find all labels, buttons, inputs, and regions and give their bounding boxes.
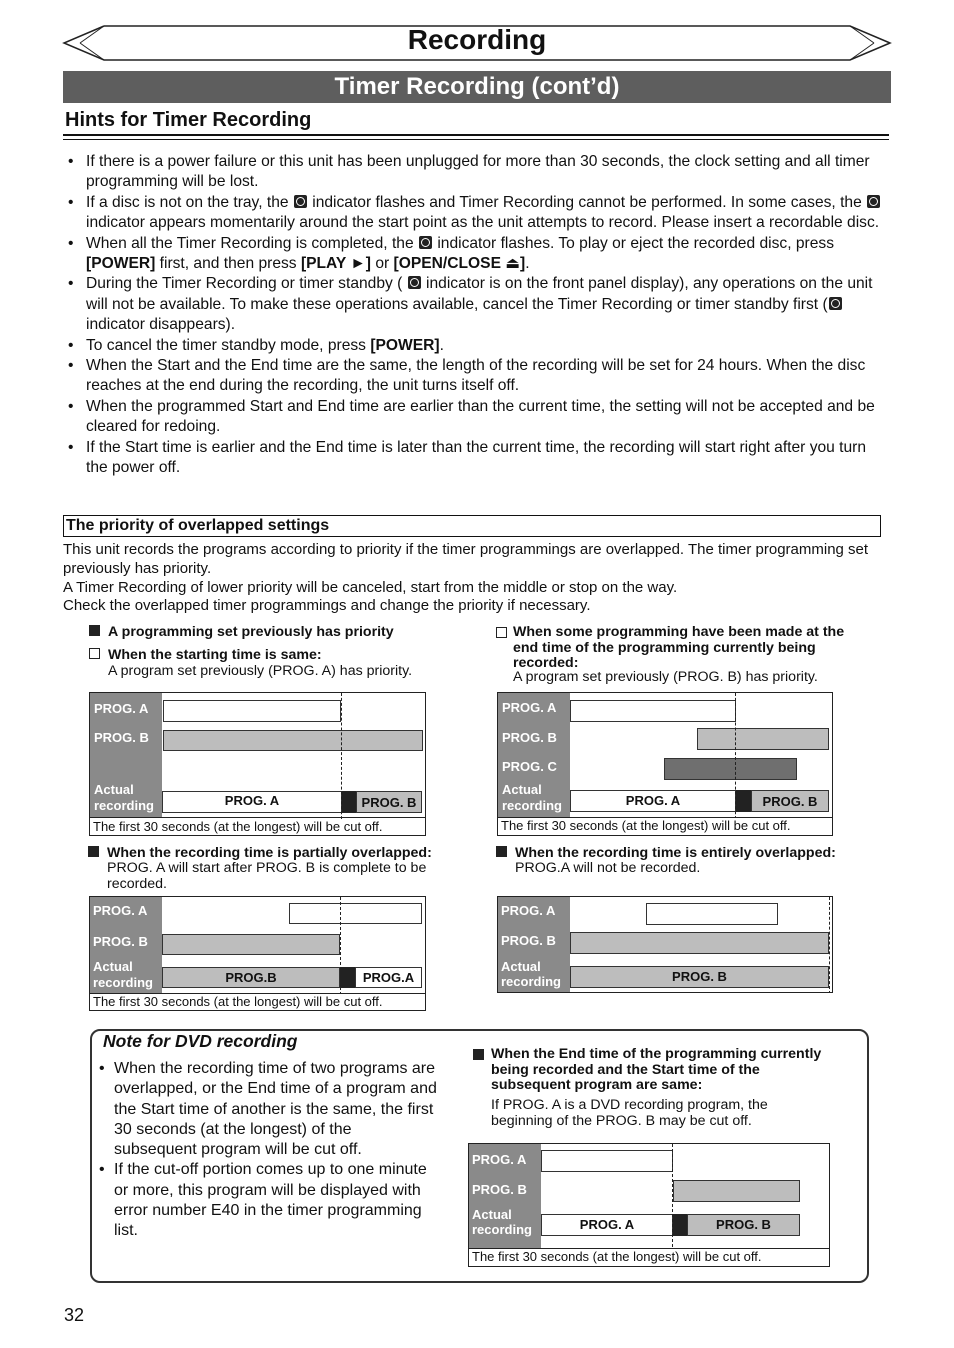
bar-text-prog-b: PROG. B	[361, 795, 417, 810]
bar-prog-b	[162, 934, 340, 955]
bar-prog-a	[646, 903, 778, 925]
case1-text: A program set previously (PROG. A) has priority.	[108, 663, 413, 679]
note-item: • If the cut-off portion comes up to one minute or more, this program will be displayed with error number E40 in the timer programming list.	[97, 1160, 437, 1241]
case2-title: When some programming have been made at the end time of the programming currently being recorded:	[496, 625, 866, 672]
bar-text-prog-a: PROG. A	[625, 793, 681, 808]
label-actual: Actual	[93, 959, 133, 974]
time-divider	[735, 693, 736, 829]
heading-rule-thin	[63, 139, 889, 140]
label-prog-b: PROG. B	[93, 934, 148, 949]
filled-square-icon	[473, 1049, 484, 1060]
timer-clock-icon	[294, 195, 307, 208]
bar-prog-a	[163, 700, 341, 722]
priority-heading: The priority of overlapped settings	[63, 515, 881, 537]
cut-off-marker	[340, 967, 355, 988]
filled-square-icon	[88, 846, 99, 857]
case2-text: A program set previously (PROG. B) has priority.	[513, 669, 818, 685]
time-divider	[829, 897, 830, 993]
label-recording: recording	[472, 1222, 532, 1237]
label-prog-b: PROG. B	[501, 933, 556, 948]
note-list	[97, 1059, 437, 1242]
bar-text-prog-b: PROG. B	[672, 969, 727, 984]
label-recording: recording	[502, 798, 562, 813]
cut-caption: The first 30 seconds (at the longest) will be cut off.	[501, 818, 791, 833]
heading-rule	[63, 134, 889, 136]
timer-clock-icon	[867, 195, 880, 208]
bar-prog-b	[570, 932, 829, 954]
page-number: 32	[64, 1305, 85, 1325]
time-divider	[341, 693, 342, 829]
page-subtitle: Timer Recording (cont’d)	[63, 71, 891, 103]
bar-text-prog-b: PROG.B	[225, 970, 277, 985]
label-recording: recording	[93, 975, 153, 990]
case4-title: When the recording time is entirely overlapped:	[496, 846, 836, 862]
filled-square-icon	[89, 625, 100, 636]
label-recording: recording	[94, 798, 154, 813]
label-prog-b: PROG. B	[94, 730, 149, 745]
diagram-case3	[89, 896, 426, 1011]
time-divider	[672, 1144, 673, 1262]
bar-text-prog-a: PROG. A	[224, 793, 280, 808]
label-actual: Actual	[94, 782, 134, 797]
section-heading: Hints for Timer Recording	[65, 109, 312, 131]
label-actual: Actual	[501, 959, 541, 974]
label-prog-a: PROG. A	[502, 700, 557, 715]
case5-text: If PROG. A is a DVD recording program, the beginning of the PROG. B may be cut off.	[491, 1097, 768, 1129]
case5-title: When the End time of the programming currently being recorded and the Start time of the subsequent program are same:	[473, 1047, 833, 1094]
diagram-case4	[497, 896, 833, 993]
label-prog-a: PROG. A	[94, 701, 149, 716]
timer-clock-icon	[829, 297, 842, 310]
time-divider	[340, 897, 341, 1005]
hints-list	[65, 152, 885, 479]
label-prog-b: PROG. B	[472, 1182, 527, 1197]
priority-text: This unit records the programs according to priority if the timer programmings are overlapped. The timer programming set previously has priority. A Timer Recording of lower priority will be canceled, start from the middle or stop on the way. Check the overlapped timer programmings and change the priority if necessary.	[63, 541, 869, 615]
case4-text: PROG.A will not be recorded.	[515, 860, 701, 876]
caption-rule	[90, 817, 426, 818]
bar-prog-c	[664, 758, 797, 780]
label-actual: Actual	[472, 1207, 512, 1222]
bar-text-prog-a: PROG. A	[579, 1217, 635, 1232]
label-actual: Actual	[502, 782, 542, 797]
bar-prog-b	[697, 728, 829, 750]
label-prog-c: PROG. C	[502, 759, 557, 774]
case1-title: When the starting time is same:	[89, 648, 322, 664]
hint-item: • If the Start time is earlier and the End time is later than the current time, the recording will start right after you turn the power off.	[65, 438, 885, 479]
timer-clock-icon	[408, 276, 421, 289]
cut-caption: The first 30 seconds (at the longest) will be cut off.	[93, 819, 383, 834]
case3-title: When the recording time is partially overlapped:	[88, 846, 432, 862]
label-prog-a: PROG. A	[472, 1152, 527, 1167]
hint-item: • When all the Timer Recording is completed, the indicator flashes. To play or eject the recorded disc, press [POWER] first, and then press [PLAY ►] or [OPEN/CLOSE ⏏].	[65, 234, 885, 275]
hint-item: • When the programmed Start and End time are earlier than the current time, the setting will not be accepted and be cleared for redoing.	[65, 397, 885, 438]
cut-caption: The first 30 seconds (at the longest) will be cut off.	[93, 994, 383, 1009]
bar-text-prog-b: PROG. B	[762, 794, 818, 809]
cut-caption: The first 30 seconds (at the longest) will be cut off.	[472, 1249, 762, 1264]
hint-item: • To cancel the timer standby mode, press [POWER].	[65, 336, 885, 356]
bar-prog-a	[289, 903, 422, 924]
bar-text-prog-b: PROG. B	[716, 1217, 771, 1232]
cut-off-marker	[673, 1214, 687, 1236]
main-case-heading: A programming set previously has priority	[89, 625, 394, 641]
bar-prog-b	[673, 1180, 800, 1202]
case3-text: PROG. A will start after PROG. B is complete to be recorded.	[107, 860, 427, 892]
diagram-case1	[89, 692, 426, 836]
open-square-icon	[89, 648, 100, 659]
page-title: Recording	[407, 24, 547, 55]
hint-item: • If a disc is not on the tray, the indicator flashes and Timer Recording cannot be performed. In some cases, the indicator appears momentarily around the start point as the unit attempts to record. Please insert a recordable disc.	[65, 193, 885, 234]
label-prog-b: PROG. B	[502, 730, 557, 745]
hint-item: • During the Timer Recording or timer standby ( indicator is on the front panel display), any operations on the unit will not be available. To make these operations available, cancel the Timer Recording or timer standby first ( indicator disappears).	[65, 274, 885, 335]
note-item: • When the recording time of two programs are overlapped, or the End time of a program and the Start time of another is the same, the first 30 seconds (at the longest) of the subsequent program will be cut off.	[97, 1059, 437, 1160]
label-prog-a: PROG. A	[501, 903, 556, 918]
bar-prog-b	[163, 730, 423, 751]
open-square-icon	[496, 627, 507, 638]
cut-off-marker	[342, 791, 356, 813]
cut-off-marker	[736, 790, 751, 812]
timer-clock-icon	[419, 236, 432, 249]
hint-item: • If there is a power failure or this unit has been unplugged for more than 30 seconds, the clock setting and all timer programming will be lost.	[65, 152, 885, 193]
label-prog-a: PROG. A	[93, 903, 148, 918]
label-recording: recording	[501, 974, 561, 989]
bar-text-prog-a: PROG.A	[362, 970, 415, 985]
note-title: Note for DVD recording	[103, 1031, 298, 1051]
diagram-case5	[468, 1143, 830, 1267]
hint-item: • When the Start and the End time are the same, the length of the recording will be set for 24 hours. When the disc reaches at the end during the recording, the unit turns itself off.	[65, 356, 885, 397]
filled-square-icon	[496, 846, 507, 857]
bar-prog-a	[541, 1150, 673, 1172]
diagram-case2	[497, 692, 833, 836]
bar-prog-a	[570, 700, 736, 722]
